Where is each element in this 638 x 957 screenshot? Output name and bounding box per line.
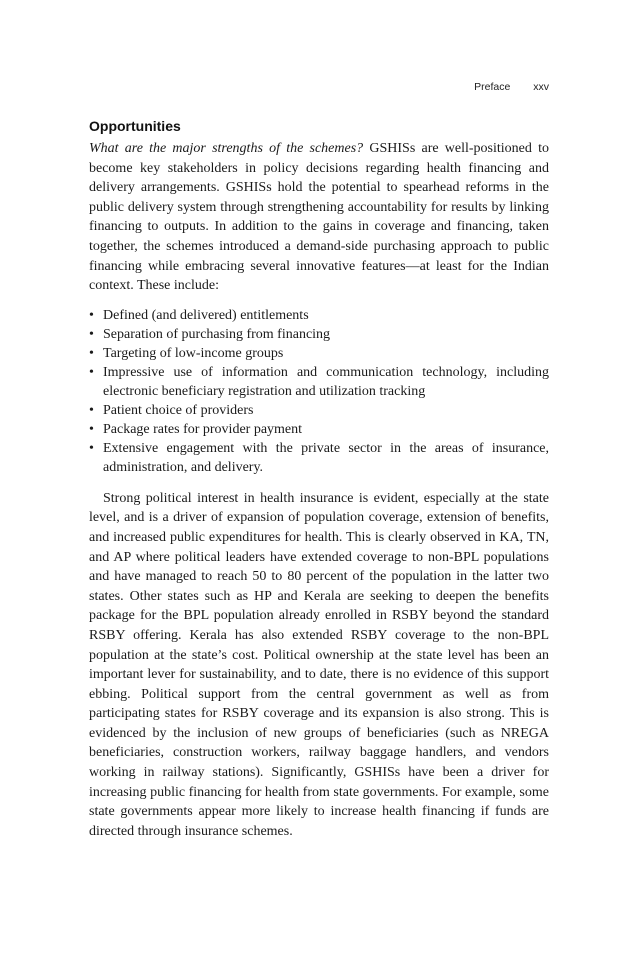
body-paragraph: Strong political interest in health insurance is evident, especially at the state level, and is a driver of expansion of population coverage, extension of benefits, and increased public expenditures for health. This is clearly observed in KA, TN, and AP where political leaders have extended coverage to non-BPL populations and have managed to reach 50 to 80 percent of the population in the latter two states. Other states such as HP and Kerala are seeking to deepen the benefits package for the BPL population already enrolled in RSBY beyond the standard RSBY offering. Kerala has also extended RSBY coverage to the non-BPL population at the state’s cost. Political ownership at the state level has been an important lever for sustainability, and to date, there is no evidence of this support ebbing. Political support from the central government as well as from participating states for RSBY coverage and its expansion is also strong. This is evidenced by the inclusion of new groups of beneficiaries (such as NREGA beneficiaries, construction workers, railway baggage handlers, and vendors working in railway stations). Significantly, GSHISs have been a driver for increasing public financing for health from state governments. For example, some state governments appear more likely to increase health financing if funds are directed through insurance schemes. xyxy=(89,490,549,839)
strengths-list xyxy=(89,306,549,477)
intro-text: GSHISs are well-positioned to become key stakeholders in policy decisions regarding health financing and delivery arrangements. GSHISs hold the potential to spearhead reforms in the public delivery system through strengthening accountability for results by linking financing to outputs. In addition to the gains in coverage and financing, taken together, the schemes introduced a demand-side purchasing approach to public financing while embracing several innovative features—at least for the Indian context. These include: xyxy=(89,141,549,294)
bullet-icon: • xyxy=(89,364,94,380)
list-item-text: Defined (and delivered) entitlements xyxy=(103,307,309,323)
intro-question: What are the major strengths of the schemes? xyxy=(89,141,364,156)
list-item xyxy=(89,344,549,363)
list-item-text: Patient choice of providers xyxy=(103,402,254,418)
page-number: xxv xyxy=(533,81,549,93)
list-item-text: Impressive use of information and communication technology, including electronic beneficiary registration and utilization tracking xyxy=(103,364,549,399)
bullet-icon: • xyxy=(89,402,94,418)
running-head xyxy=(474,81,549,93)
bullet-icon: • xyxy=(89,440,94,456)
list-item xyxy=(89,401,549,420)
list-item-text: Targeting of low-income groups xyxy=(103,345,284,361)
list-item xyxy=(89,325,549,344)
list-item xyxy=(89,439,549,477)
list-item xyxy=(89,306,549,325)
bullet-icon: • xyxy=(89,307,94,323)
page-content xyxy=(89,118,549,841)
bullet-icon: • xyxy=(89,421,94,437)
intro-paragraph xyxy=(89,139,549,296)
section-heading: Opportunities xyxy=(89,118,181,134)
bullet-icon: • xyxy=(89,326,94,342)
list-item xyxy=(89,363,549,401)
list-item xyxy=(89,420,549,439)
bullet-icon: • xyxy=(89,345,94,361)
list-item-text: Package rates for provider payment xyxy=(103,421,303,437)
list-item-text: Separation of purchasing from financing xyxy=(103,326,331,342)
list-item-text: Extensive engagement with the private sector in the areas of insurance, administration, and delivery. xyxy=(103,440,549,475)
running-head-section: Preface xyxy=(474,81,511,93)
